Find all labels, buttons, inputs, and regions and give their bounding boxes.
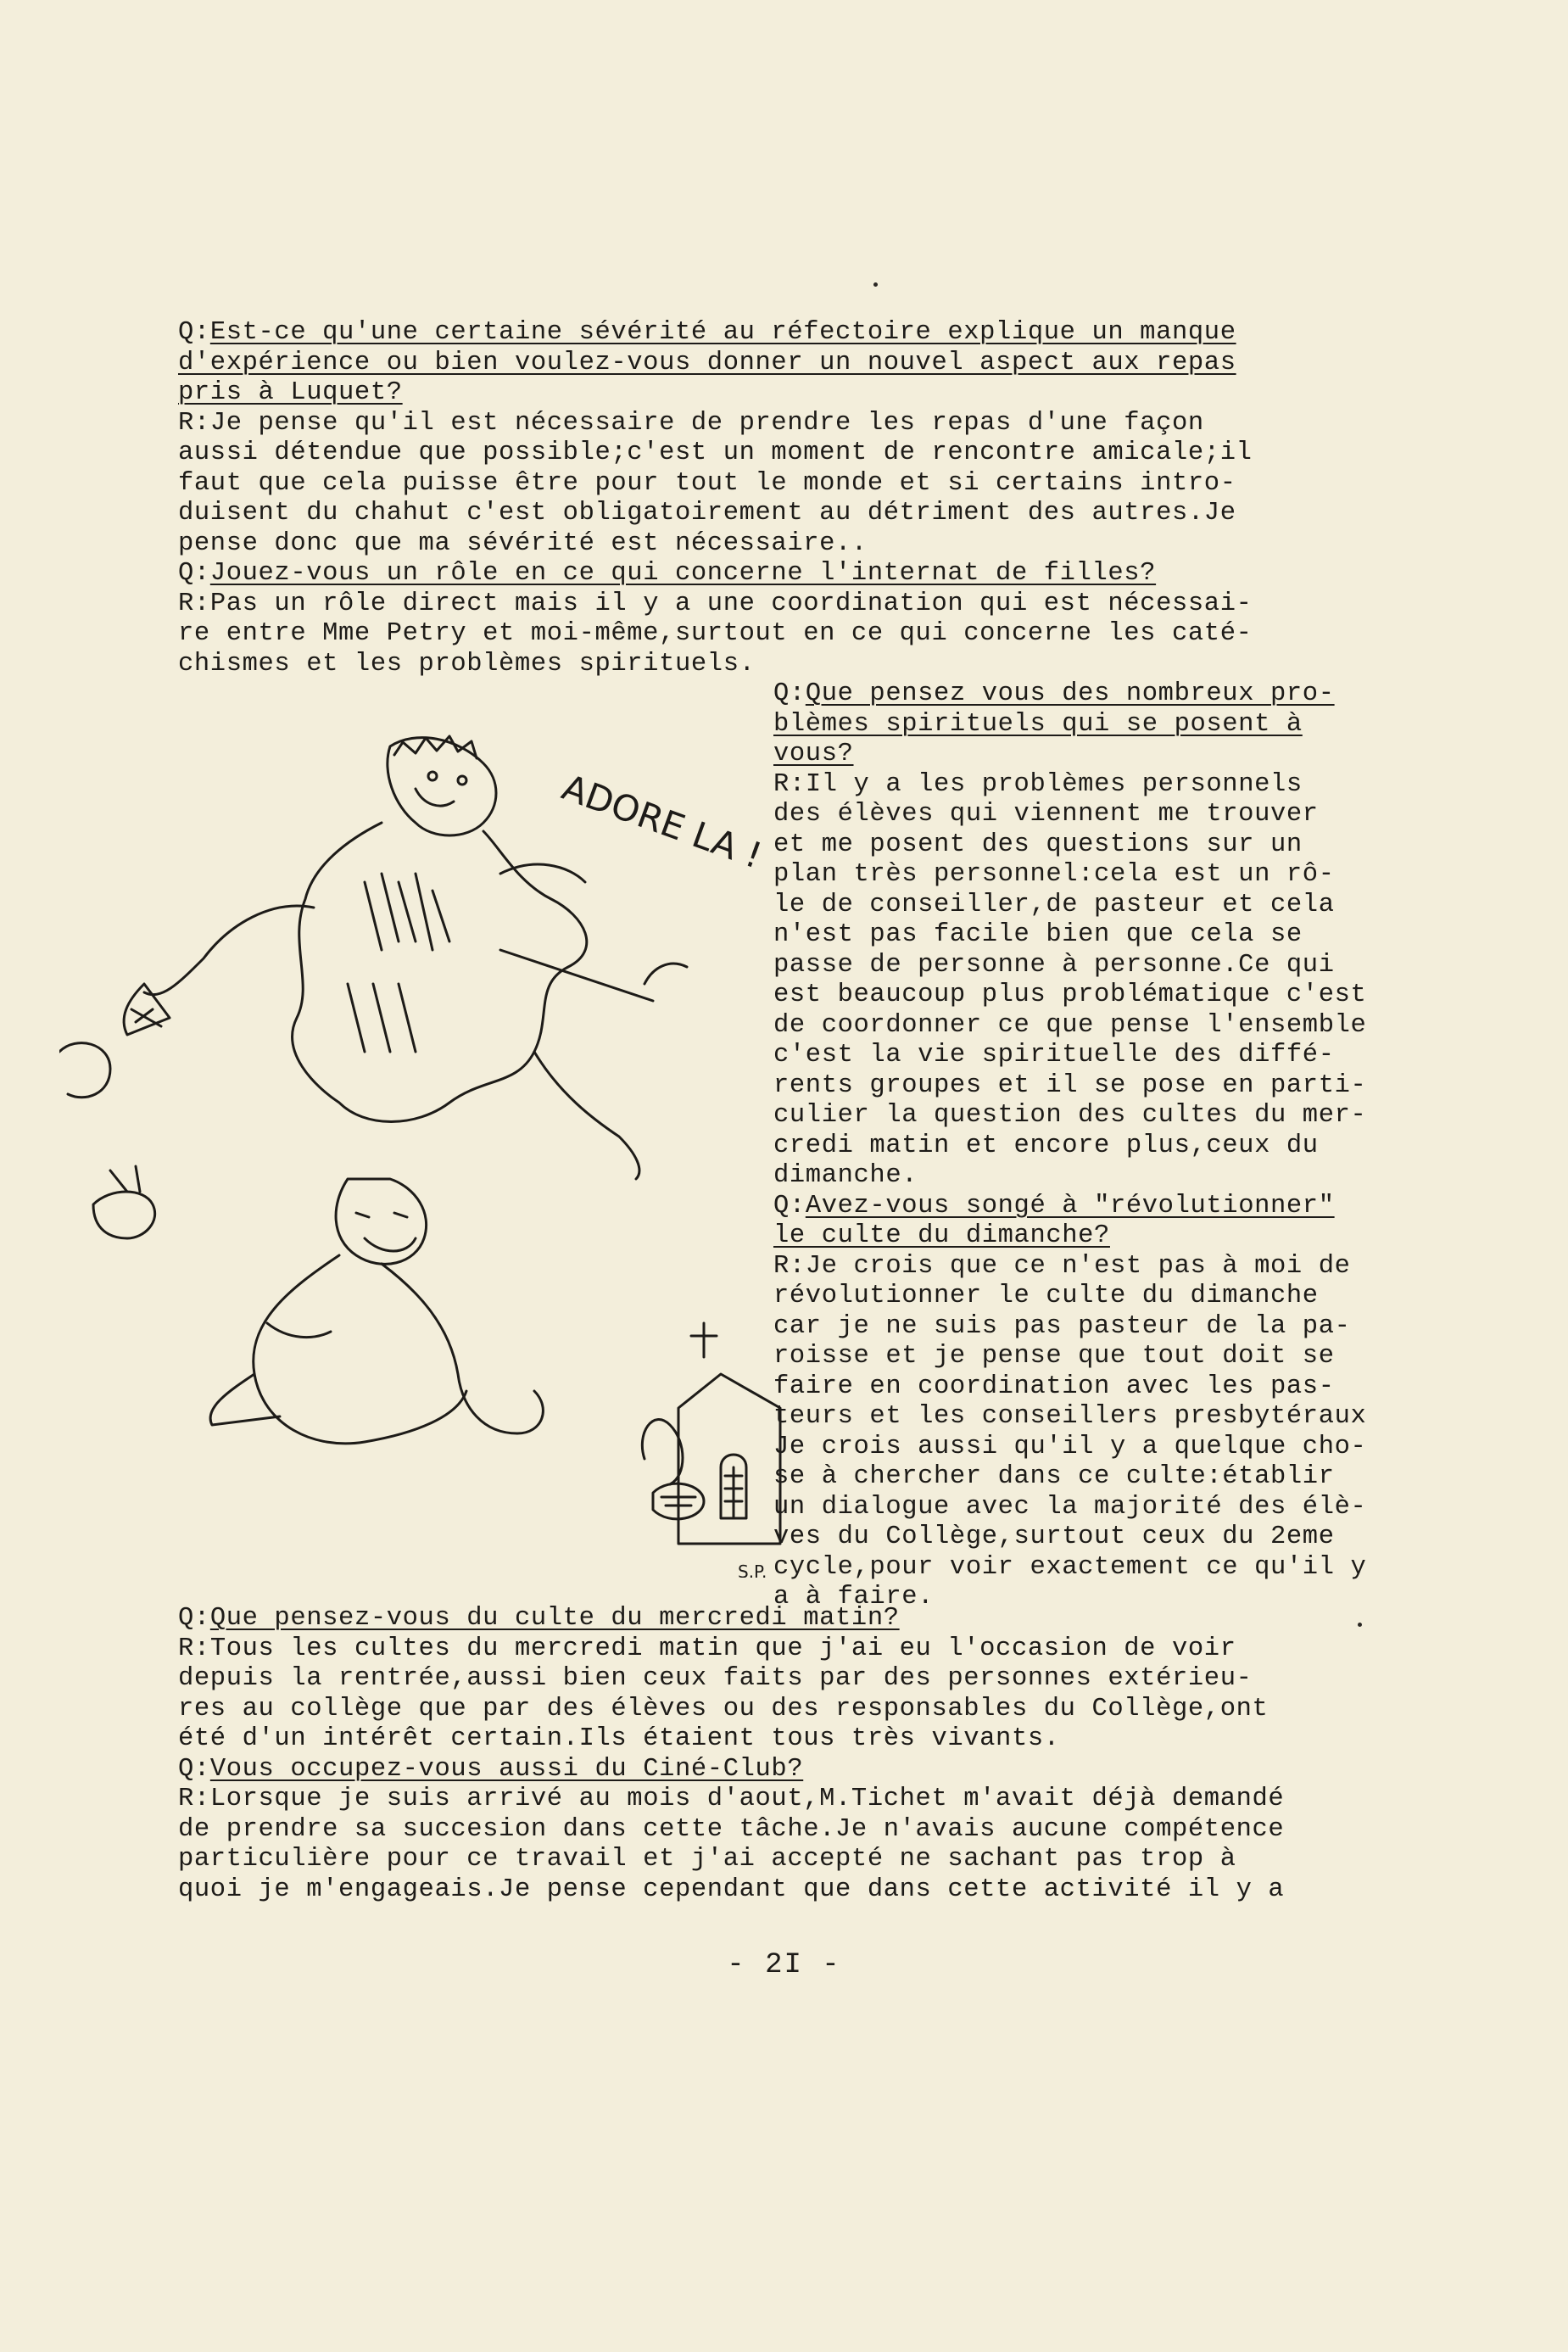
- question-label: Q:: [178, 318, 210, 347]
- answer-line: [773, 1401, 1366, 1432]
- line-text: vous?: [773, 740, 854, 768]
- line-text: Il y a les problèmes personnels: [805, 769, 1303, 799]
- line-text: aussi détendue que possible;c'est un moment de rencontre amicale;il: [178, 439, 1253, 467]
- line-text: et me posent des questions sur un: [773, 830, 1303, 859]
- line-text: faire en coordination avec les pas-: [773, 1372, 1335, 1401]
- answer-line: [773, 1040, 1335, 1070]
- line-text: plan très personnel:cela est un rô-: [773, 860, 1335, 889]
- question-label: Q:: [178, 1754, 210, 1784]
- line-text: dimanche.: [773, 1161, 918, 1190]
- line-text: re entre Mme Petry et moi-même,surtout en ce qui concerne les caté-: [178, 619, 1253, 648]
- line-text: passe de personne à personne.Ce qui: [773, 950, 1335, 980]
- question-label: Q:: [773, 1191, 806, 1221]
- answer-line: [178, 1784, 1284, 1814]
- line-text: Tous les cultes du mercredi matin que j'ai eu l'occasion de voir: [209, 1634, 1236, 1663]
- line-text: depuis la rentrée,aussi bien ceux faits par des personnes extérieu-: [178, 1664, 1253, 1693]
- question-label: Q:: [178, 559, 210, 588]
- line-text: particulière pour ce travail et j'ai accepté ne sachant pas trop à: [178, 1845, 1236, 1874]
- line-text: le de conseiller,de pasteur et cela: [773, 890, 1335, 919]
- line-text: est beaucoup plus problématique c'est: [773, 980, 1367, 1009]
- answer-line: [773, 1552, 1366, 1583]
- line-text: des élèves qui viennent me trouver: [773, 800, 1319, 829]
- line-text: se à chercher dans ce culte:établir: [773, 1462, 1335, 1491]
- line-text: été d'un intérêt certain.Ils étaient tous très vivants.: [178, 1724, 1060, 1753]
- answer-line: [178, 498, 1236, 528]
- answer-label: R:: [178, 1785, 210, 1813]
- answer-line: [773, 859, 1335, 890]
- question-line: [178, 558, 1156, 589]
- answer-line: [773, 799, 1319, 830]
- answer-line: [178, 1874, 1284, 1905]
- line-text: res au collège que par des élèves ou des responsables du Collège,ont: [178, 1694, 1269, 1723]
- question-line: [178, 348, 1236, 378]
- line-text: de coordonner ce que pense l'ensemble: [773, 1010, 1367, 1040]
- answer-line: [178, 528, 868, 559]
- line-text: Je crois que ce n'est pas à moi de: [805, 1251, 1351, 1281]
- line-text: Je pense qu'il est nécessaire de prendre les repas d'une façon: [209, 408, 1204, 438]
- answer-line: [178, 408, 1204, 439]
- answer-line: [773, 1461, 1335, 1492]
- answer-label: R:: [773, 769, 806, 799]
- line-text: Que pensez vous des nombreux pro-: [805, 679, 1335, 708]
- question-line: [773, 1221, 1110, 1251]
- answer-line: [773, 1311, 1351, 1342]
- paper-speck: [1358, 1623, 1362, 1627]
- line-text: Pas un rôle direct mais il y a une coordination qui est nécessai-: [209, 589, 1253, 618]
- answer-line: [773, 769, 1303, 800]
- cartoon-signature: S.P.: [738, 1561, 767, 1578]
- line-text: Est-ce qu'une certaine sévérité au réfectoire explique un manque: [209, 318, 1236, 347]
- answer-line: [178, 1634, 1236, 1664]
- line-text: ves du Collège,surtout ceux du 2eme: [773, 1522, 1335, 1551]
- answer-label: R:: [178, 589, 210, 618]
- question-line: [178, 317, 1236, 348]
- question-label: Q:: [178, 1604, 210, 1633]
- question-line: [773, 679, 1335, 709]
- line-text: duisent du chahut c'est obligatoirement au détriment des autres.Je: [178, 499, 1236, 528]
- line-text: n'est pas facile bien que cela se: [773, 920, 1303, 949]
- line-text: faut que cela puisse être pour tout le monde et si certains intro-: [178, 468, 1236, 498]
- answer-line: [773, 890, 1335, 920]
- line-text: Lorsque je suis arrivé au mois d'aout,M.Tichet m'avait déjà demandé: [209, 1785, 1285, 1813]
- answer-label: R:: [773, 1251, 806, 1281]
- question-label: Q:: [773, 679, 806, 708]
- answer-line: [178, 468, 1236, 499]
- line-text: Que pensez-vous du culte du mercredi matin?: [209, 1604, 900, 1633]
- answer-line: [773, 1281, 1319, 1311]
- line-text: car je ne suis pas pasteur de la pa-: [773, 1311, 1351, 1341]
- cartoon-drawing: [59, 729, 806, 1578]
- answer-line: [773, 1341, 1335, 1372]
- line-text: credi matin et encore plus,ceux du: [773, 1131, 1319, 1160]
- line-text: c'est la vie spirituelle des diffé-: [773, 1041, 1335, 1070]
- line-text: Avez-vous songé à "révolutionner": [805, 1191, 1335, 1221]
- question-line: [773, 709, 1303, 740]
- answer-line: [178, 618, 1253, 649]
- line-text: culier la question des cultes du mer-: [773, 1101, 1367, 1130]
- answer-line: [773, 950, 1335, 980]
- answer-line: [773, 830, 1303, 860]
- question-line: [178, 1603, 900, 1634]
- question-line: [178, 1754, 803, 1785]
- answer-line: [773, 1492, 1366, 1522]
- line-text: roisse et je pense que tout doit se: [773, 1342, 1335, 1371]
- cartoon-illustration: [59, 729, 806, 1578]
- answer-line: [773, 1100, 1366, 1131]
- line-text: Jouez-vous un rôle en ce qui concerne l'internat de filles?: [209, 559, 1157, 588]
- paper-speck: [873, 282, 878, 287]
- answer-line: [773, 1010, 1366, 1041]
- cartoon-caption: ADORE LA !: [556, 766, 767, 877]
- line-text: un dialogue avec la majorité des élè-: [773, 1492, 1367, 1522]
- answer-line: [773, 919, 1303, 950]
- answer-line: [773, 1372, 1335, 1402]
- answer-line: [178, 1844, 1236, 1874]
- line-text: Je crois aussi qu'il y a quelque cho-: [773, 1432, 1367, 1461]
- answer-line: [178, 1814, 1284, 1845]
- line-text: rents groupes et il se pose en parti-: [773, 1070, 1367, 1100]
- answer-line: [773, 980, 1366, 1010]
- line-text: de prendre sa succesion dans cette tâche.Je n'avais aucune compétence: [178, 1814, 1285, 1844]
- answer-line: [773, 1432, 1366, 1462]
- answer-line: [773, 1251, 1351, 1282]
- answer-line: [178, 1663, 1253, 1694]
- page-number: - 2I -: [727, 1949, 841, 1981]
- line-text: d'expérience ou bien voulez-vous donner un nouvel aspect aux repas: [178, 348, 1236, 377]
- line-text: le culte du dimanche?: [773, 1221, 1110, 1250]
- question-line: [773, 1191, 1335, 1221]
- line-text: blèmes spirituels qui se posent à: [773, 709, 1303, 739]
- answer-label: R:: [178, 1634, 210, 1663]
- line-text: chismes et les problèmes spirituels.: [178, 649, 756, 679]
- answer-label: R:: [178, 408, 210, 438]
- line-text: pris à Luquet?: [178, 378, 403, 407]
- answer-line: [773, 1131, 1319, 1161]
- answer-line: [178, 649, 756, 679]
- line-text: teurs et les conseillers presbytéraux: [773, 1402, 1367, 1431]
- line-text: a à faire.: [773, 1583, 935, 1612]
- line-text: cycle,pour voir exactement ce qu'il y: [773, 1552, 1367, 1582]
- line-text: révolutionner le culte du dimanche: [773, 1282, 1319, 1310]
- answer-line: [773, 1522, 1335, 1552]
- line-text: quoi je m'engageais.Je pense cependant que dans cette activité il y a: [178, 1874, 1285, 1904]
- line-text: pense donc que ma sévérité est nécessaire..: [178, 528, 868, 558]
- question-line: [178, 377, 403, 408]
- answer-line: [178, 1694, 1268, 1724]
- answer-line: [178, 589, 1253, 619]
- answer-line: [178, 1723, 1060, 1754]
- answer-line: [178, 438, 1253, 468]
- answer-line: [773, 1070, 1366, 1101]
- line-text: Vous occupez-vous aussi du Ciné-Club?: [209, 1754, 804, 1784]
